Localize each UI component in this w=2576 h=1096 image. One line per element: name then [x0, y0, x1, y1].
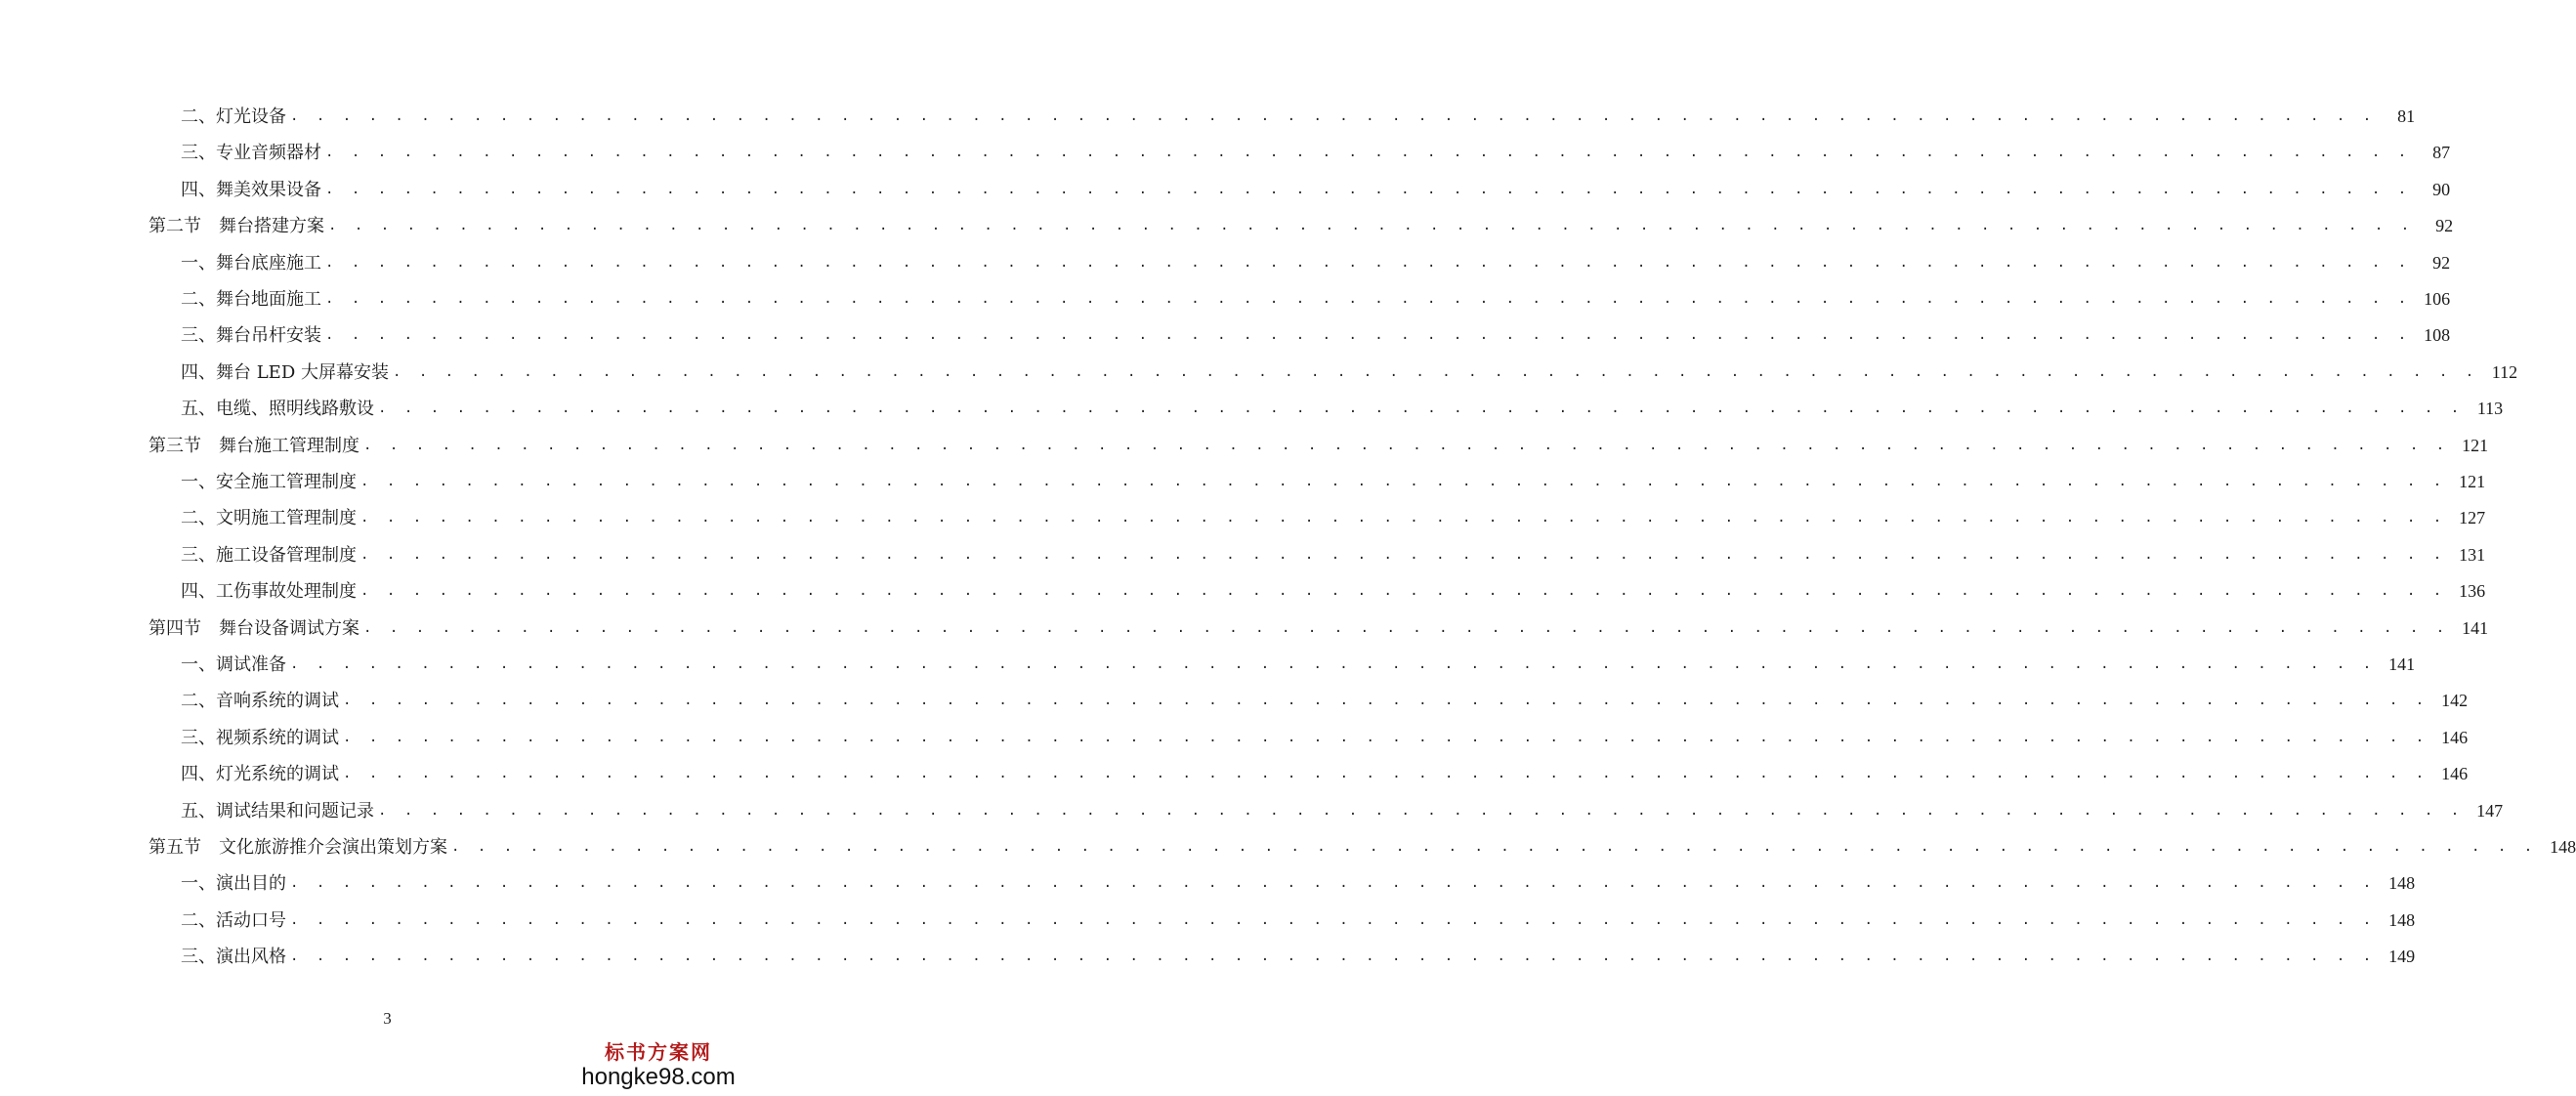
toc-entry-page: 81	[2397, 106, 2416, 126]
toc-entry-title: 四、灯光系统的调试	[181, 764, 339, 784]
toc-entry-title: 五、调试结果和问题记录	[181, 801, 374, 822]
toc-dot-leader: . . . . . . . . . . . . . . . . . . . . . . . . . . . . . . . . . . . . . . . . . . . . . . . . . . . . . . . . . . . . . . . . . . . . . . . . . . . . . . . .	[290, 108, 2377, 124]
toc-entry-page: 131	[2459, 545, 2486, 565]
toc-dot-leader: . . . . . . . . . . . . . . . . . . . . . . . . . . . . . . . . . . . . . . . . . . . . . . . . . . . . . . . . . . . . . . . . . . . . . . . . . . . . . . . .	[360, 547, 2447, 563]
toc-entry-title: 一、演出目的	[181, 873, 286, 894]
toc-entry-page: 108	[2424, 325, 2451, 345]
toc-dot-leader: . . . . . . . . . . . . . . . . . . . . . . . . . . . . . . . . . . . . . . . . . . . . . . . . . . . . . . . . . . . . . . . . . . . . . . . . . . . . . . . .	[451, 839, 2538, 855]
toc-dot-leader: . . . . . . . . . . . . . . . . . . . . . . . . . . . . . . . . . . . . . . . . . . . . . . . . . . . . . . . . . . . . . . . . . . . . . . . . . . . . . . . .	[290, 948, 2377, 964]
toc-entry-title: 一、调试准备	[181, 654, 286, 675]
toc-entry-page: 87	[2432, 143, 2451, 162]
toc-entry-title: 二、文明施工管理制度	[181, 508, 357, 528]
toc-entry-title: 三、视频系统的调试	[181, 728, 339, 748]
toc-entry-title: 二、活动口号	[181, 910, 286, 931]
toc-entry[interactable]	[0, 865, 2416, 902]
toc-entry[interactable]	[0, 428, 2489, 464]
toc-entry[interactable]	[0, 756, 2469, 792]
toc-entry-page: 141	[2388, 654, 2416, 674]
toc-dot-leader: . . . . . . . . . . . . . . . . . . . . . . . . . . . . . . . . . . . . . . . . . . . . . . . . . . . . . . . . . . . . . . . . . . . . . . . . . . . . . . . .	[325, 255, 2412, 271]
toc-entry-title: 一、安全施工管理制度	[181, 472, 357, 492]
toc-dot-leader: . . . . . . . . . . . . . . . . . . . . . . . . . . . . . . . . . . . . . . . . . . . . . . . . . . . . . . . . . . . . . . . . . . . . . . . . . . . . . . . .	[325, 145, 2412, 160]
page-number: 3	[383, 1009, 392, 1028]
toc-entry-title: 第三节 舞台施工管理制度	[148, 436, 359, 456]
toc-entry[interactable]	[0, 391, 2504, 427]
toc-entry-title: 第四节 舞台设备调试方案	[148, 618, 359, 639]
toc-entry-page: 149	[2388, 947, 2416, 966]
toc-entry[interactable]	[0, 829, 2576, 865]
toc-entry[interactable]	[0, 99, 2416, 135]
toc-entry[interactable]	[0, 500, 2486, 536]
toc-dot-leader: . . . . . . . . . . . . . . . . . . . . . . . . . . . . . . . . . . . . . . . . . . . . . . . . . . . . . . . . . . . . . . . . . . . . . . . . . . . . . . . .	[343, 730, 2429, 745]
toc-entry[interactable]	[0, 172, 2451, 208]
toc-entry[interactable]	[0, 317, 2451, 354]
toc-entry[interactable]	[0, 537, 2486, 573]
toc-entry-page: 146	[2441, 728, 2469, 747]
toc-dot-leader: . . . . . . . . . . . . . . . . . . . . . . . . . . . . . . . . . . . . . . . . . . . . . . . . . . . . . . . . . . . . . . . . . . . . . . . . . . . . . . . .	[360, 510, 2447, 526]
toc-dot-leader: . . . . . . . . . . . . . . . . . . . . . . . . . . . . . . . . . . . . . . . . . . . . . . . . . . . . . . . . . . . . . . . . . . . . . . . . . . . . . . . .	[378, 803, 2465, 819]
toc-dot-leader: . . . . . . . . . . . . . . . . . . . . . . . . . . . . . . . . . . . . . . . . . . . . . . . . . . . . . . . . . . . . . . . . . . . . . . . . . . . . . . . .	[290, 875, 2377, 891]
toc-entry-title: 第二节 舞台搭建方案	[148, 216, 324, 236]
toc-dot-leader: . . . . . . . . . . . . . . . . . . . . . . . . . . . . . . . . . . . . . . . . . . . . . . . . . . . . . . . . . . . . . . . . . . . . . . . . . . . . . . . .	[325, 182, 2412, 197]
toc-entry-page: 148	[2388, 873, 2416, 893]
toc-dot-leader: . . . . . . . . . . . . . . . . . . . . . . . . . . . . . . . . . . . . . . . . . . . . . . . . . . . . . . . . . . . . . . . . . . . . . . . . . . . . . . . .	[325, 327, 2412, 343]
toc-dot-leader: . . . . . . . . . . . . . . . . . . . . . . . . . . . . . . . . . . . . . . . . . . . . . . . . . . . . . . . . . . . . . . . . . . . . . . . . . . . . . . . .	[363, 438, 2450, 453]
toc-entry-page: 92	[2432, 253, 2451, 273]
toc-entry-page: 146	[2441, 764, 2469, 783]
toc-dot-leader: . . . . . . . . . . . . . . . . . . . . . . . . . . . . . . . . . . . . . . . . . . . . . . . . . . . . . . . . . . . . . . . . . . . . . . . . . . . . . . . .	[290, 656, 2377, 672]
watermark-url: hongke98.com	[581, 1064, 736, 1090]
toc-entry-title: 四、舞美效果设备	[181, 180, 321, 200]
toc-entry-page: 142	[2441, 691, 2469, 710]
toc-entry[interactable]	[0, 647, 2416, 683]
toc-entry-page: 147	[2476, 801, 2504, 821]
toc-dot-leader: . . . . . . . . . . . . . . . . . . . . . . . . . . . . . . . . . . . . . . . . . . . . . . . . . . . . . . . . . . . . . . . . . . . . . . . . . . . . . . . .	[360, 474, 2447, 489]
toc-entry-page: 121	[2462, 436, 2489, 455]
toc-dot-leader: . . . . . . . . . . . . . . . . . . . . . . . . . . . . . . . . . . . . . . . . . . . . . . . . . . . . . . . . . . . . . . . . . . . . . . . . . . . . . . . .	[328, 218, 2415, 233]
toc-entry[interactable]	[0, 903, 2416, 939]
toc-entry[interactable]	[0, 355, 2518, 391]
toc-entry-page: 136	[2459, 581, 2486, 601]
toc-entry-page: 113	[2476, 399, 2504, 418]
toc-entry[interactable]	[0, 464, 2486, 500]
toc-entry-title: 二、音响系统的调试	[181, 691, 339, 711]
toc-entry-page: 92	[2435, 216, 2454, 235]
toc-entry-title: 二、舞台地面施工	[181, 289, 321, 310]
toc-entry-title: 三、施工设备管理制度	[181, 545, 357, 566]
toc-dot-leader: . . . . . . . . . . . . . . . . . . . . . . . . . . . . . . . . . . . . . . . . . . . . . . . . . . . . . . . . . . . . . . . . . . . . . . . . . . . . . . . .	[343, 693, 2429, 708]
toc-entry[interactable]	[0, 281, 2451, 317]
toc-entry-page: 127	[2459, 508, 2486, 527]
toc-entry[interactable]	[0, 611, 2489, 647]
toc-entry-title: 四、工伤事故处理制度	[181, 581, 357, 602]
watermark-chinese: 标书方案网	[605, 1042, 712, 1064]
toc-entry-page: 106	[2424, 289, 2451, 309]
toc-entry[interactable]	[0, 573, 2486, 610]
toc-entry-page: 141	[2462, 618, 2489, 638]
toc-entry-title: 一、舞台底座施工	[181, 253, 321, 274]
watermark-logo	[556, 1041, 761, 1090]
toc-dot-leader: . . . . . . . . . . . . . . . . . . . . . . . . . . . . . . . . . . . . . . . . . . . . . . . . . . . . . . . . . . . . . . . . . . . . . . . . . . . . . . . .	[378, 400, 2465, 416]
toc-entry-title: 四、舞台 LED 大屏幕安装	[181, 362, 389, 383]
toc-dot-leader: . . . . . . . . . . . . . . . . . . . . . . . . . . . . . . . . . . . . . . . . . . . . . . . . . . . . . . . . . . . . . . . . . . . . . . . . . . . . . . . .	[343, 766, 2429, 781]
toc-entry-page: 148	[2550, 837, 2576, 857]
toc-entry-title: 五、电缆、照明线路敷设	[181, 399, 374, 419]
toc-entry-page: 121	[2459, 472, 2486, 491]
toc-entry-title: 三、舞台吊杆安装	[181, 325, 321, 346]
toc-entry[interactable]	[0, 720, 2469, 756]
toc-entry-title: 二、灯光设备	[181, 106, 286, 127]
toc-entry[interactable]	[0, 245, 2451, 281]
toc-entry[interactable]	[0, 208, 2454, 244]
toc-entry-title: 第五节 文化旅游推介会演出策划方案	[148, 837, 447, 858]
toc-entry[interactable]	[0, 135, 2451, 171]
toc-dot-leader: . . . . . . . . . . . . . . . . . . . . . . . . . . . . . . . . . . . . . . . . . . . . . . . . . . . . . . . . . . . . . . . . . . . . . . . . . . . . . . . .	[363, 620, 2450, 636]
toc-entry-title: 三、专业音频器材	[181, 143, 321, 163]
toc-entry-page: 148	[2388, 910, 2416, 930]
toc-dot-leader: . . . . . . . . . . . . . . . . . . . . . . . . . . . . . . . . . . . . . . . . . . . . . . . . . . . . . . . . . . . . . . . . . . . . . . . . . . . . . . . .	[360, 583, 2447, 599]
toc-dot-leader: . . . . . . . . . . . . . . . . . . . . . . . . . . . . . . . . . . . . . . . . . . . . . . . . . . . . . . . . . . . . . . . . . . . . . . . . . . . . . . . .	[325, 291, 2412, 307]
toc-entry[interactable]	[0, 793, 2504, 829]
toc-dot-leader: . . . . . . . . . . . . . . . . . . . . . . . . . . . . . . . . . . . . . . . . . . . . . . . . . . . . . . . . . . . . . . . . . . . . . . . . . . . . . . . .	[290, 912, 2377, 928]
toc-entry-page: 90	[2432, 180, 2451, 199]
toc-dot-leader: . . . . . . . . . . . . . . . . . . . . . . . . . . . . . . . . . . . . . . . . . . . . . . . . . . . . . . . . . . . . . . . . . . . . . . . . . . . . . . . .	[392, 364, 2479, 380]
toc-entry[interactable]	[0, 683, 2469, 719]
toc-entry[interactable]	[0, 939, 2416, 975]
toc-entry-title: 三、演出风格	[181, 947, 286, 967]
toc-entry-page: 112	[2491, 362, 2518, 382]
